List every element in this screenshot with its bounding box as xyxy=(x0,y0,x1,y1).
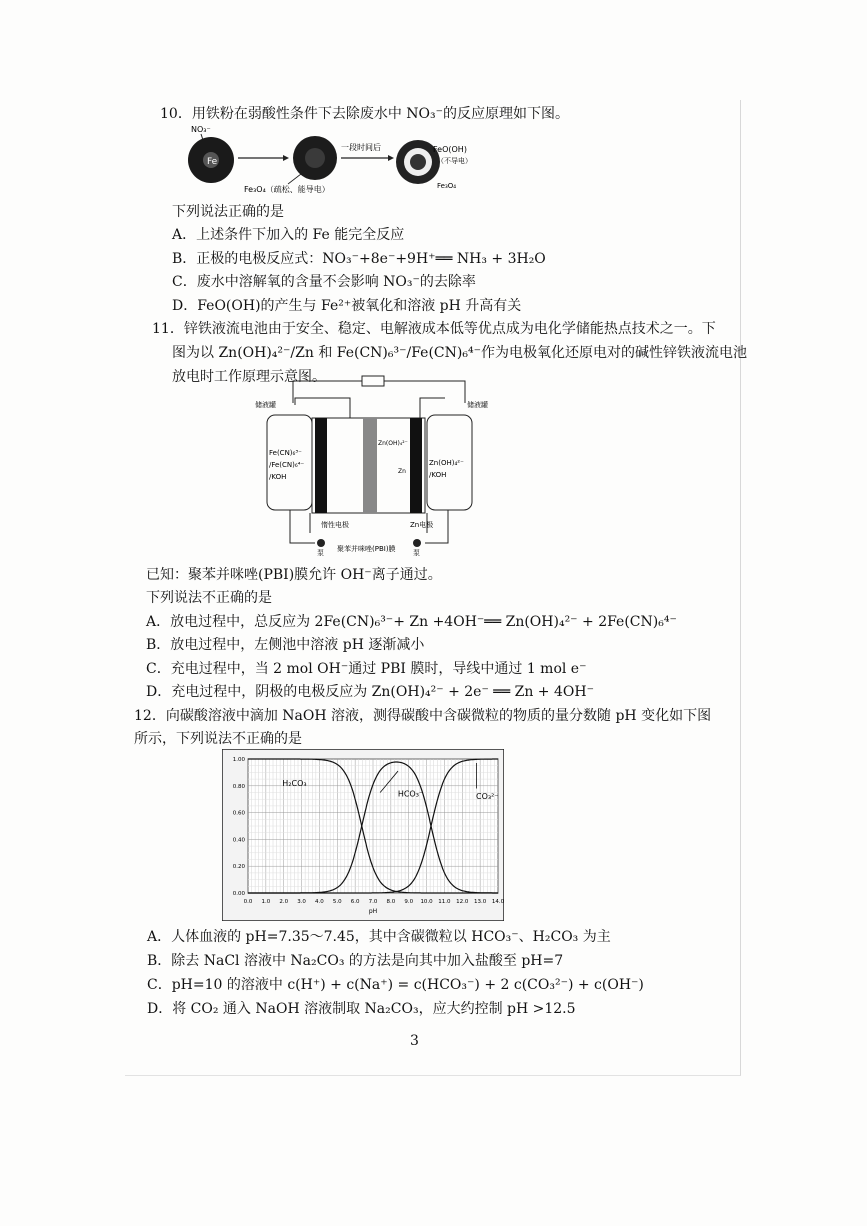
q11-option-c: C．充电过程中，当 2 mol OH⁻通过 PBI 膜时，导线中通过 1 mol e⁻ xyxy=(146,661,587,677)
x-tick-label: 11.0 xyxy=(438,899,451,905)
q10-option-c: C．废水中溶解氧的含量不会影响 NO₃⁻的去除率 xyxy=(172,274,476,290)
x-tick-label: 1.0 xyxy=(261,899,271,905)
x-tick-label: 8.0 xyxy=(386,899,396,905)
q12-option-d: D．将 CO₂ 通入 NaOH 溶液制取 Na₂CO₃，应大约控制 pH >12.5 xyxy=(147,1001,576,1017)
x-tick-label: 13.0 xyxy=(474,899,487,905)
q11-known: 已知：聚苯并咪唑(PBI)膜允许 OH⁻离子通过。 xyxy=(146,567,442,583)
x-tick-label: 4.0 xyxy=(315,899,324,905)
svg-text:/Fe(CN)₆⁴⁻: /Fe(CN)₆⁴⁻ xyxy=(269,461,305,469)
x-tick-label: 7.0 xyxy=(368,899,378,905)
q11-option-d: D．充电过程中，阴极的电极反应为 Zn(OH)₄²⁻ + 2e⁻ ══ Zn + 4OH⁻ xyxy=(146,684,594,700)
y-tick-label: 0.40 xyxy=(232,837,245,844)
q11-stem-3: 放电时工作原理示意图。 xyxy=(172,369,326,385)
zn-electrode-label: Zn电极 xyxy=(410,521,434,529)
no3-label: NO₃⁻ xyxy=(191,125,211,134)
x-tick-label: 2.0 xyxy=(279,899,289,905)
x-tick-label: 3.0 xyxy=(297,899,306,905)
feooh-note: （不导电） xyxy=(437,157,472,165)
y-tick-label: 0.60 xyxy=(232,810,245,817)
x-tick-label: 9.0 xyxy=(404,899,414,905)
x-tick-label: 6.0 xyxy=(350,899,360,905)
q10-figure xyxy=(183,122,473,197)
q10-stem: 10．用铁粉在弱酸性条件下去除废水中 NO₃⁻的反应原理如下图。 xyxy=(160,106,569,122)
q10-option-d: D．FeO(OH)的产生与 Fe²⁺被氧化和溶液 pH 升高有关 xyxy=(172,298,522,314)
page-number: 3 xyxy=(410,1033,419,1049)
fe3o4-right: Fe₃O₄ xyxy=(437,182,457,190)
q11-prompt: 下列说法不正确的是 xyxy=(146,590,272,606)
q12-option-c: C．pH=10 的溶液中 c(H⁺) + c(Na⁺) = c(HCO₃⁻) + 2 c(CO₃²⁻) + c(OH⁻) xyxy=(147,977,644,993)
inert-electrode-label: 惰性电极 xyxy=(321,521,349,529)
q11-option-b: B．放电过程中，左侧池中溶液 pH 逐渐减小 xyxy=(146,637,425,653)
svg-text:Zn(OH)₄²⁻: Zn(OH)₄²⁻ xyxy=(429,459,464,467)
q12-option-b: B．除去 NaCl 溶液中 Na₂CO₃ 的方法是向其中加入盐酸至 pH=7 xyxy=(147,953,564,969)
q12-option-a: A．人体血液的 pH=7.35～7.45，其中含碳微粒以 HCO₃⁻、H₂CO₃ 为主 xyxy=(147,929,611,945)
q11-stem-1: 11．锌铁液流电池由于安全、稳定、电解液成本低等优点成为电化学储能热点技术之一。下 xyxy=(152,321,716,337)
zn-electrode-bar xyxy=(410,418,422,513)
q11-figure xyxy=(255,373,505,558)
fe-label: Fe xyxy=(207,157,218,167)
membrane-label: 聚苯并咪唑(PBI)膜 xyxy=(337,545,396,553)
right-tank-label: 储液罐 xyxy=(467,401,488,409)
x-tick-label: 0.0 xyxy=(243,899,253,905)
y-tick-label: 0.20 xyxy=(232,864,245,871)
x-tick-label: 10.0 xyxy=(420,899,433,905)
q10-option-a: A．上述条件下加入的 Fe 能完全反应 xyxy=(172,227,405,243)
q10-option-b: B．正极的电极反应式：NO₃⁻+8e⁻+9H⁺══ NH₃ + 3H₂O xyxy=(172,251,546,267)
species-fraction-chart xyxy=(222,749,504,921)
svg-text:Zn(OH)₄²⁻: Zn(OH)₄²⁻ xyxy=(378,440,408,447)
q12-stem-1: 12．向碳酸溶液中滴加 NaOH 溶液，测得碳酸中含碳微粒的物质的量分数随 pH 变化如下图 xyxy=(134,708,712,724)
q11-stem-2: 图为以 Zn(OH)₄²⁻/Zn 和 Fe(CN)₆³⁻/Fe(CN)₆⁴⁻作为电极氧化还原电对的碱性锌铁液流电池 xyxy=(172,345,747,361)
q11-option-a: A．放电过程中，总反应为 2Fe(CN)₆³⁻+ Zn +4OH⁻══ Zn(OH)₄²⁻ + 2Fe(CN)₆⁴⁻ xyxy=(146,614,677,630)
pump-left-label: 泵 xyxy=(317,549,324,557)
svg-text:/KOH: /KOH xyxy=(269,473,287,481)
fe3o4-label: Fe₃O₄（疏松、能导电） xyxy=(244,185,330,194)
pump-right-label: 泵 xyxy=(413,549,420,557)
x-axis-label: pH xyxy=(368,908,378,915)
y-tick-label: 0.80 xyxy=(232,783,245,790)
y-tick-label: 0.00 xyxy=(232,891,245,897)
svg-text:Fe(CN)₆³⁻: Fe(CN)₆³⁻ xyxy=(269,449,302,457)
x-tick-label: 12.0 xyxy=(456,899,469,905)
x-tick-label: 5.0 xyxy=(332,899,342,905)
hco3-label: HCO₃⁻ xyxy=(397,789,424,799)
h2co3-label: H₂CO₃ xyxy=(282,778,307,788)
left-tank-label: 储液罐 xyxy=(255,401,276,409)
resistor xyxy=(362,376,384,386)
pbi-membrane-bar xyxy=(363,418,377,513)
q12-stem-2: 所示，下列说法不正确的是 xyxy=(134,731,302,747)
svg-text:/KOH: /KOH xyxy=(429,471,447,479)
arrow-label: 一段时间后 xyxy=(341,143,381,152)
q10-prompt: 下列说法正确的是 xyxy=(172,204,284,220)
co3-label: CO₃²⁻ xyxy=(476,792,499,802)
feooh-label: FeO(OH) xyxy=(433,145,467,154)
inert-electrode-bar xyxy=(315,418,327,513)
svg-text:Zn: Zn xyxy=(398,468,406,475)
x-tick-label: 14.0 xyxy=(491,899,504,905)
y-tick-label: 1.00 xyxy=(232,757,245,763)
